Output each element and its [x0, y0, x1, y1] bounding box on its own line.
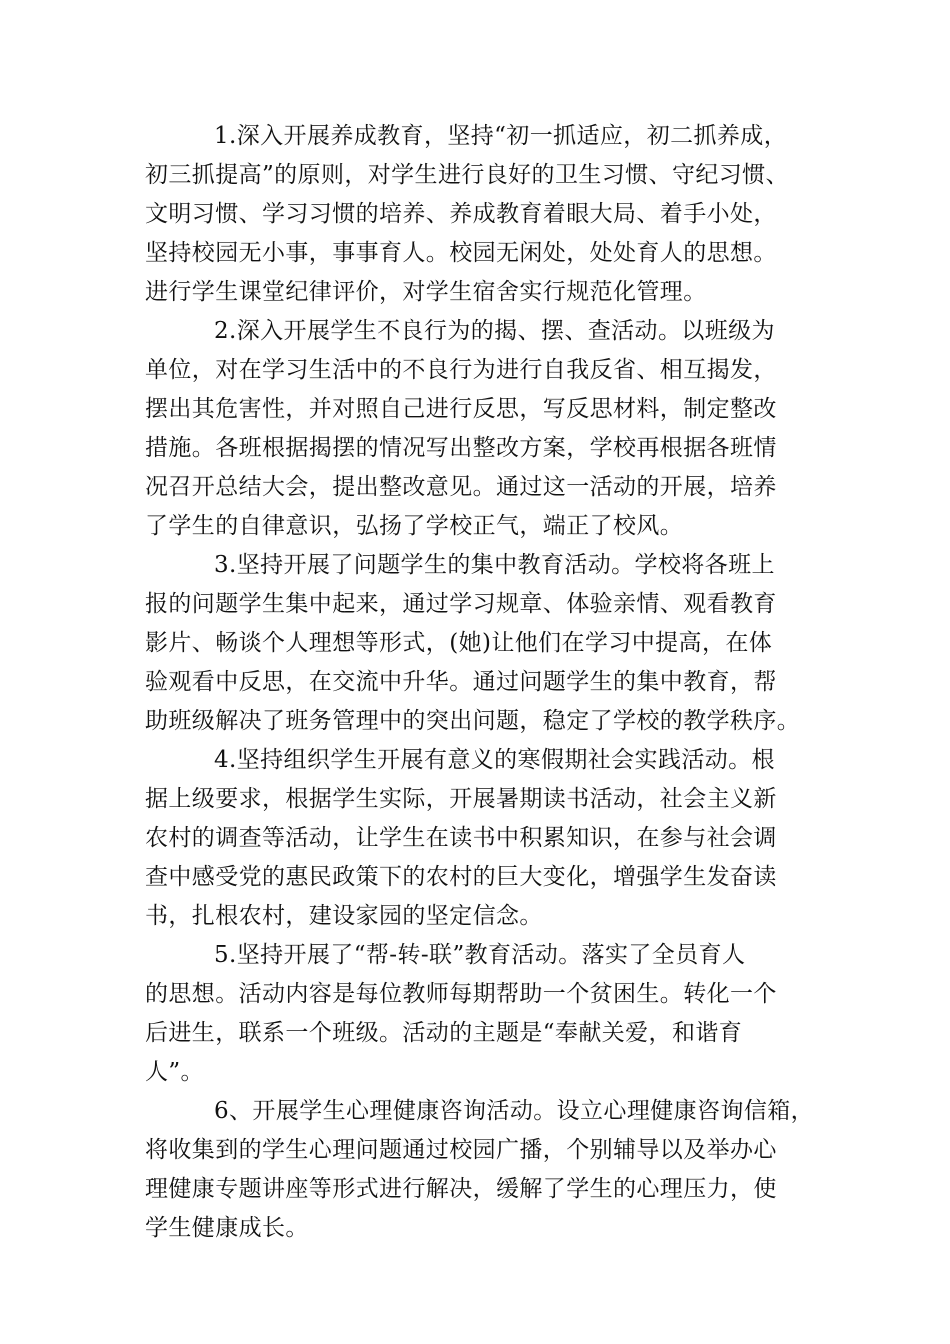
paragraph-5 [145, 936, 825, 1092]
paragraph-4 [145, 741, 825, 936]
text-line: 查中感受党的惠民政策下的农村的巨大变化，增强学生发奋读 [145, 864, 777, 890]
text-line: 5.坚持开展了“帮-转-联”教育活动。落实了全员育人 [214, 942, 746, 968]
text-line: 况召开总结大会，提出整改意见。通过这一活动的开展，培养 [145, 474, 777, 500]
text-line: 验观看中反思，在交流中升华。通过问题学生的集中教育，帮 [145, 669, 777, 695]
paragraph-1 [145, 117, 825, 312]
text-line: 4.坚持组织学生开展有意义的寒假期社会实践活动。根 [214, 747, 775, 773]
text-line: 坚持校园无小事，事事育人。校园无闲处，处处育人的思想。 [145, 240, 777, 266]
text-line: 6、开展学生心理健康咨询活动。设立心理健康咨询信箱， [214, 1098, 815, 1124]
text-line: 据上级要求，根据学生实际，开展暑期读书活动，社会主义新 [145, 786, 777, 812]
paragraph-2 [145, 312, 825, 546]
text-line: 2.深入开展学生不良行为的揭、摆、查活动。以班级为 [214, 318, 775, 344]
text-line: 1.深入开展养成教育，坚持“初一抓适应，初二抓养成， [214, 123, 788, 149]
text-line: 理健康专题讲座等形式进行解决，缓解了学生的心理压力，使 [145, 1176, 777, 1202]
text-line: 学生健康成长。 [145, 1215, 309, 1241]
text-line: 的思想。活动内容是每位教师每期帮助一个贫困生。转化一个 [145, 981, 777, 1007]
paragraph-6 [145, 1092, 825, 1248]
text-line: 后进生，联系一个班级。活动的主题是“奉献关爱，和谐育 [145, 1020, 743, 1046]
text-line: 进行学生课堂纪律评价，对学生宿舍实行规范化管理。 [145, 279, 707, 305]
text-line: 人”。 [145, 1059, 204, 1085]
paragraph-3 [145, 546, 825, 741]
text-line: 了学生的自律意识，弘扬了学校正气，端正了校风。 [145, 513, 684, 539]
text-line: 书，扎根农村，建设家园的坚定信念。 [145, 903, 543, 929]
text-line: 3.坚持开展了问题学生的集中教育活动。学校将各班上 [214, 552, 775, 578]
text-line: 措施。各班根据揭摆的情况写出整改方案，学校再根据各班情 [145, 435, 777, 461]
text-line: 助班级解决了班务管理中的突出问题，稳定了学校的教学秩序。 [145, 708, 801, 734]
document-body [145, 117, 825, 1248]
text-line: 影片、畅谈个人理想等形式，(她)让他们在学习中提高，在体 [145, 630, 773, 656]
text-line: 将收集到的学生心理问题通过校园广播，个别辅导以及举办心 [145, 1137, 777, 1163]
text-line: 摆出其危害性，并对照自己进行反思，写反思材料，制定整改 [145, 396, 777, 422]
text-line: 报的问题学生集中起来，通过学习规章、体验亲情、观看教育 [145, 591, 777, 617]
text-line: 初三抓提高”的原则，对学生进行良好的卫生习惯、守纪习惯、 [145, 162, 789, 188]
text-line: 农村的调查等活动，让学生在读书中积累知识，在参与社会调 [145, 825, 777, 851]
text-line: 单位，对在学习生活中的不良行为进行自我反省、相互揭发， [145, 357, 777, 383]
text-line: 文明习惯、学习习惯的培养、养成教育着眼大局、着手小处， [145, 201, 777, 227]
